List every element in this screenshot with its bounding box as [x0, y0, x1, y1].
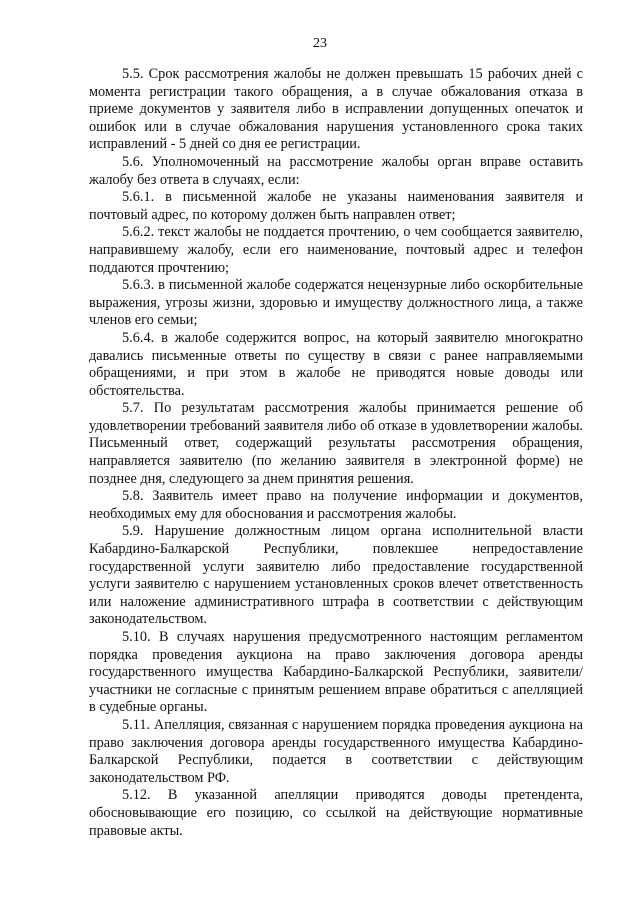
- page-number: 23: [313, 36, 327, 51]
- paragraph-5-6-3: 5.6.3. в письменной жалобе содержатся нецензурные либо оскорбительные выражения, угрозы жизни, здоровью и имуществу должностного лица, а также членов его семьи;: [89, 277, 583, 329]
- paragraph-5-8: 5.8. Заявитель имеет право на получение информации и документов, необходимых ему для обоснования и рассмотрения жалобы.: [89, 488, 583, 522]
- paragraph-5-6: 5.6. Уполномоченный на рассмотрение жалобы орган вправе оставить жалобу без ответа в случаях, если:: [89, 153, 583, 188]
- paragraph-5-5: 5.5. Срок рассмотрения жалобы не должен превышать 15 рабочих дней с момента регистрации такого обращения, а в случае обжалования отказа в приеме документов у заявителя либо в исправлении допущенных опечаток и ошибок или в случае обжалования нарушения установленного срока таких исправлений - 5 дней со дня ее регистрации.: [89, 66, 583, 153]
- paragraph-5-6-2: 5.6.2. текст жалобы не поддается прочтению, о чем сообщается заявителю, направившему жалобу, если его наименование, почтовый адрес и телефон поддаются прочтению;: [89, 224, 583, 276]
- document-body: [89, 66, 583, 840]
- paragraph-5-10: 5.10. В случаях нарушения предусмотренного настоящим регламентом порядка проведения аукциона на право заключения договора аренды государственного имущества Кабардино-Балкарской Республики, заявители/участники не согласные с принятым решением вправе обратиться с апелляцией в судебные органы.: [89, 629, 583, 716]
- paragraph-5-9: 5.9. Нарушение должностным лицом органа исполнительной власти Кабардино-Балкарской Республики, повлекшее непредоставление государственной услуги заявителю либо предоставление государственной услуги заявителю с нарушением установленных сроков влечет ответственность или наложение административного штрафа в соответствии с действующим законодательством.: [89, 523, 583, 628]
- paragraph-5-7: 5.7. По результатам рассмотрения жалобы принимается решение об удовлетворении требований заявителя либо об отказе в удовлетворении жалобы. Письменный ответ, содержащий результаты рассмотрения обращения, направляется заявителю (по желанию заявителя в электронной форме) не позднее дня, следующего за днем принятия решения.: [89, 400, 583, 487]
- paragraph-5-12: 5.12. В указанной апелляции приводятся доводы претендента, обосновывающие его позицию, со ссылкой на действующие нормативные правовые акты.: [89, 787, 583, 839]
- paragraph-5-6-4: 5.6.4. в жалобе содержится вопрос, на который заявителю многократно давались письменные ответы по существу в связи с ранее направляемыми обращениями, и при этом в жалобе не приводятся новые доводы или обстоятельства.: [89, 329, 583, 399]
- paragraph-5-11: 5.11. Апелляция, связанная с нарушением порядка проведения аукциона на право заключения договора аренды государственного имущества Кабардино-Балкарской Республики, подается в соответствии с действующим законодательством РФ.: [89, 716, 583, 786]
- paragraph-5-6-1: 5.6.1. в письменной жалобе не указаны наименования заявителя и почтовый адрес, по которому должен быть направлен ответ;: [89, 189, 583, 223]
